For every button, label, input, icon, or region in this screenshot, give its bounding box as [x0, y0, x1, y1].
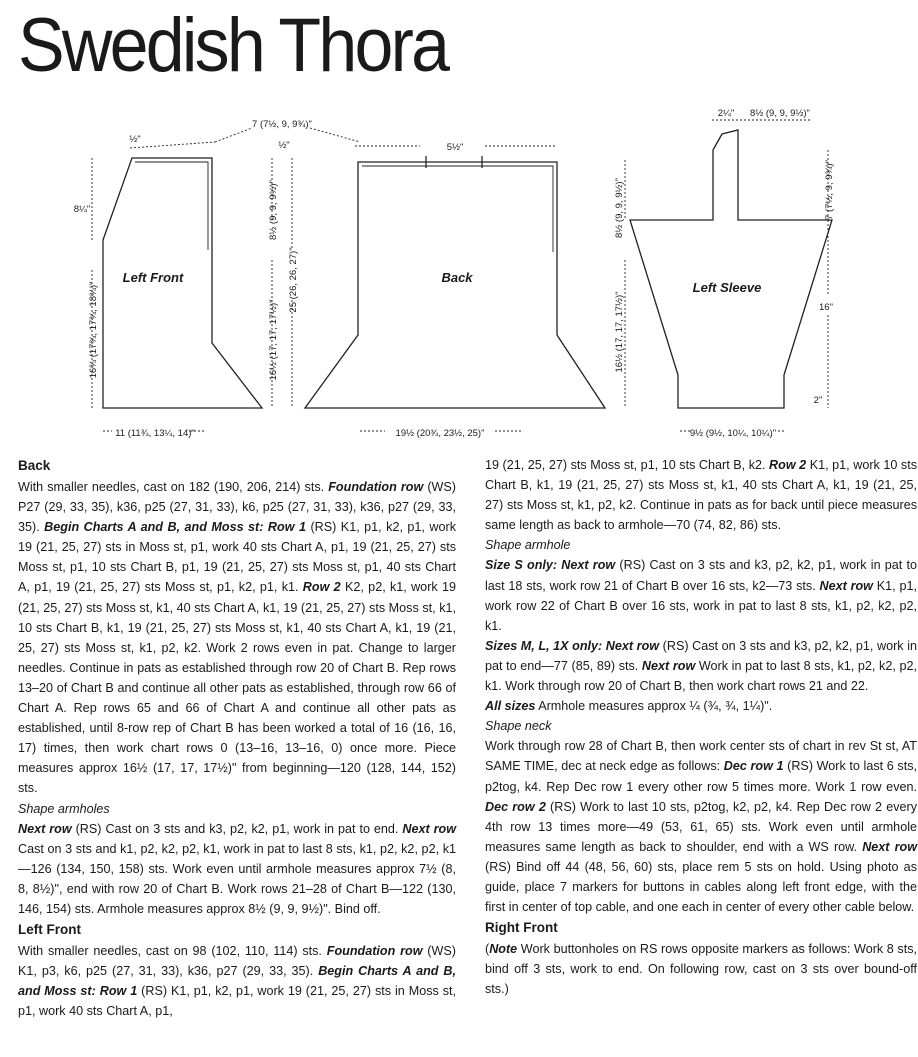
left-sleeve-outline	[630, 130, 832, 408]
dim-back-length: 25 (26, 26, 27)"	[288, 247, 299, 313]
paragraph: With smaller needles, cast on 98 (102, 110, 114) sts. Foundation row (WS) K1, p3, k6, p25 (27, 31, 33), k36, p27 (29, 33, 35). Begin Charts A and B, and Moss st: Row 1 (RS) K1, p1, k2, p1, work 19 (21, 25, 27) sts in Moss st, p1, work 40 sts Chart A, p1,	[18, 944, 457, 1019]
dim-front-half-mid: ½"	[278, 140, 290, 151]
left-front-label: Left Front	[122, 270, 184, 285]
paragraph: Next row (RS) Cast on 3 sts and k3, p2, k2, p1, work in pat to end. Next row Cast on 3 sts and k1, p2, k2, p2, k1, work in pat to last 8 sts, k1, p2, k2, p2, k1—126 (134, 150, 158) sts. Work even until armhole measures approx 7½ (8, 8, 8½)", end with row 20 of Chart B. Work rows 21–28 of Chart B—122 (130, 146, 154) sts. Armhole measures approx 8½ (9, 9, 9½)". Bind off.	[18, 821, 457, 916]
left-sleeve-label: Left Sleeve	[692, 280, 762, 295]
dim-sleeve-cuff: 2"	[813, 395, 823, 406]
dim-front-lower: 16¾ (17¾, 17¾, 18¾)"	[88, 281, 99, 379]
dim-sleeve-top-left: 2¼"	[717, 108, 735, 119]
dim-front-armhole: 8½ (9, 9, 9½)"	[268, 180, 279, 240]
section-heading: Left Front	[18, 922, 81, 938]
paragraph: (Note Work buttonholes on RS rows opposite markers as follows: Work 8 sts, bind off 3 sts, work to end. On following row, cast on 3 sts over bound-off sts.)	[485, 942, 917, 997]
section-heading: Back	[18, 458, 51, 473]
paragraph: Work through row 28 of Chart B, then work center sts of chart in rev St st, AT SAME TIME, dec at neck edge as follows: Dec row 1 (RS) Work to last 6 sts, p2tog, k4. Rep Dec row 1 every other row 5 times more. Work 1 row even. Dec row 2 (RS) Work to last 10 sts, p2tog, k2, p2, k4. Rep Dec row 2 every 4th row 13 times more—49 (53, 61, 65) sts. Work even until armhole measures same length as back to shoulder, end with a WS row. Next row (RS) Bind off 44 (48, 56, 60) sts, place rem 5 sts on hold. Using photo as guide, place 7 markers for buttons in cables along left front edge, with the first in center of top cable, and one each in center of every other cable below.	[485, 739, 917, 915]
schematic-diagram	[0, 100, 918, 445]
subsection-heading: Shape armholes	[18, 801, 110, 816]
dim-sleeve-length: 16"	[819, 302, 833, 313]
paragraph: Size S only: Next row (RS) Cast on 3 sts and k3, p2, k2, p1, work in pat to last 18 sts, work row 21 of Chart B over 16 sts, k2—73 sts. Next row K1, p1, work row 22 of Chart B over 16 sts, work in pat to last 8 sts, k1, p2, k2, p2, k1.	[485, 558, 917, 633]
dim-sleeve-width: 9½ (9½, 10¼, 10¼)"	[689, 428, 777, 439]
subsection-heading: Shape armhole	[485, 538, 571, 553]
dim-neck-total: 7 (7½, 9, 9¾)"	[252, 119, 312, 130]
dim-sleeve-body: 16½ (17, 17, 17½)"	[614, 291, 625, 373]
paragraph: Sizes M, L, 1X only: Next row (RS) Cast on 3 sts and k3, p2, k2, p1, work in pat to end—77 (85, 89) sts. Next row Work in pat to last 8 sts, k1, p2, k2, p2, k1. Work through row 20 of Chart B, then work chart rows 21 and 22.	[485, 638, 917, 694]
dim-front-half-left: ½"	[129, 134, 141, 145]
dim-front-width: 11 (11¾, 13¼, 14)"	[115, 428, 195, 439]
back-outline	[305, 162, 605, 408]
dim-sleeve-armhole: 8½ (9, 9, 9½)"	[614, 178, 625, 238]
section-heading: Right Front	[485, 920, 558, 936]
dim-sleeve-cap: 7 (7½, 9, 9¾)"	[824, 160, 835, 220]
pattern-title: Swedish Thora	[18, 3, 448, 88]
left-text-column	[18, 455, 456, 1021]
paragraph: With smaller needles, cast on 182 (190, 206, 214) sts. Foundation row (WS) P27 (29, 33, 35), k36, p25 (27, 31, 33), k6, p25 (27, 31, 33), k36, p27 (29, 33, 35). Begin Charts A and B, and Moss st: Row 1 (RS) K1, p1, k2, p1, work 19 (21, 25, 27) sts in Moss st, p1, work 40 sts Chart A, p1, 19 (21, 25, 27) sts Moss st, p1, 10 sts Chart B, p1, 19 (21, 25, 27) sts Moss st, p1, 40 sts Chart A, p1, 19 (21, 25, 27) sts Moss st, p1, k2, p1, k1. Row 2 K2, p2, k1, work 19 (21, 25, 27) sts Moss st, k1, 40 sts Chart A, k1, 19 (21, 25, 27) sts Moss st, k1, 10 sts Chart B, k1, 19 (21, 25, 27) sts Moss st, k1, 40 sts Chart A, k1, 19 (21, 25, 27) sts Moss st, k1, p2, k2. Work 2 rows even in pat. Change to larger needles. Continue in pats as established through row 20 of Chart B. Rep rows 13–20 of Chart B and continue all other pats as established, through row 66 of Chart A. Rep rows 65 and 66 of Chart A and continue all other pats as established, until 8-row rep of Chart B has been worked a total of 16 (16, 16, 17) times, then work chart rows 0 (13–16, 13–16, 0) once more. Piece measures approx 16½ (17, 17, 17½)" from beginning—120 (128, 144, 152) sts.	[18, 480, 456, 796]
dim-front-body: 16½ (17, 17, 17½)"	[268, 299, 279, 381]
dim-back-width: 19½ (20¾, 23½, 25)"	[395, 428, 485, 439]
paragraph: All sizes Armhole measures approx ¼ (¾, ¾, 1¼)".	[485, 699, 773, 714]
subsection-heading: Shape neck	[485, 719, 552, 734]
paragraph: 19 (21, 25, 27) sts Moss st, p1, 10 sts Chart B, k2. Row 2 K1, p1, work 10 sts Chart B, k1, 19 (21, 25, 27) sts Moss st, k1, 40 sts Chart A, k1, 19 (21, 25, 27) sts Moss st, k1, p2, k2. Continue in pats as for back until piece measures same length as back to armhole—70 (74, 82, 86) sts.	[485, 458, 917, 533]
dim-back-shoulder: 5½"	[446, 142, 464, 153]
dim-sleeve-top-right: 8½ (9, 9, 9½)"	[750, 108, 810, 119]
dim-front-upper: 8¼"	[73, 204, 91, 215]
right-text-column	[485, 455, 917, 999]
back-label: Back	[441, 270, 473, 285]
